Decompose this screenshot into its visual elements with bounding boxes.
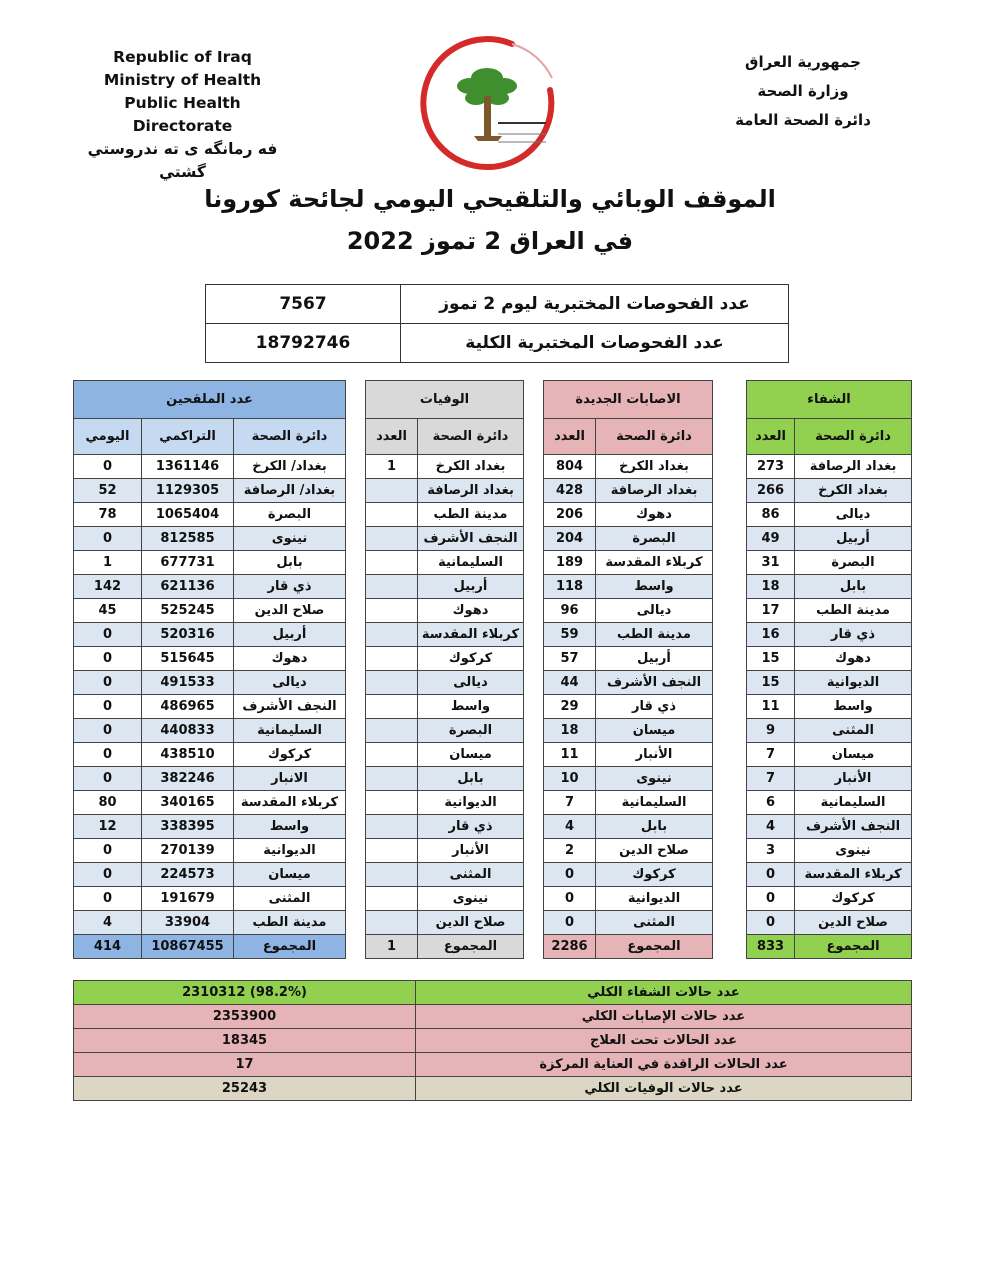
totals-label: المجموع <box>418 935 524 959</box>
vaccinated-daily: 0 <box>74 887 142 911</box>
deaths-count <box>366 719 418 743</box>
recovery-dept: بابل <box>795 575 912 599</box>
vaccinated-dept: ديالى <box>234 671 346 695</box>
summary-row <box>74 1077 912 1101</box>
sub-header-count: العدد <box>366 419 418 455</box>
vaccinated-daily: 0 <box>74 527 142 551</box>
header-english <box>80 46 285 184</box>
recovery-dept: ديالى <box>795 503 912 527</box>
recovery-count: 31 <box>747 551 795 575</box>
new-cases-dept: بغداد الرصافة <box>596 479 713 503</box>
recovery-count: 15 <box>747 671 795 695</box>
vaccinated-dept: بابل <box>234 551 346 575</box>
sub-header-dept: دائرة الصحة <box>795 419 912 455</box>
deaths-dept: البصرة <box>418 719 524 743</box>
deaths-count <box>366 863 418 887</box>
new-cases-count: 4 <box>544 815 596 839</box>
vaccinated-cumulative: 338395 <box>142 815 234 839</box>
vaccinated-daily: 52 <box>74 479 142 503</box>
new-cases-dept: دهوك <box>596 503 713 527</box>
recovery-count: 9 <box>747 719 795 743</box>
vaccinated-cumulative: 270139 <box>142 839 234 863</box>
recovery-count: 0 <box>747 887 795 911</box>
new-cases-count: 29 <box>544 695 596 719</box>
new-cases-count: 44 <box>544 671 596 695</box>
vaccinated-dept: السليمانية <box>234 719 346 743</box>
recovery-count: 15 <box>747 647 795 671</box>
vaccinated-daily: 78 <box>74 503 142 527</box>
vaccinated-cumulative: 440833 <box>142 719 234 743</box>
sub-header-dept: دائرة الصحة <box>418 419 524 455</box>
vaccinated-dept: بغداد/ الرصافة <box>234 479 346 503</box>
header-en-line: Republic of Iraq <box>113 48 252 66</box>
vaccinated-cumulative: 382246 <box>142 767 234 791</box>
table-row <box>74 719 912 743</box>
vaccinated-dept: صلاح الدين <box>234 599 346 623</box>
table-row <box>74 599 912 623</box>
deaths-count <box>366 911 418 935</box>
table-row <box>74 671 912 695</box>
deaths-dept: كركوك <box>418 647 524 671</box>
header-en-line: Public Health Directorate <box>124 94 241 135</box>
recovery-dept: صلاح الدين <box>795 911 912 935</box>
vaccinated-cumulative: 1361146 <box>142 455 234 479</box>
deaths-count <box>366 839 418 863</box>
recovery-dept: مدينة الطب <box>795 599 912 623</box>
deaths-dept: نينوى <box>418 887 524 911</box>
deaths-dept: مدينة الطب <box>418 503 524 527</box>
recovery-count: 18 <box>747 575 795 599</box>
deaths-count <box>366 647 418 671</box>
vaccinated-dept: مدينة الطب <box>234 911 346 935</box>
vaccinated-cumulative: 812585 <box>142 527 234 551</box>
sub-header-row <box>74 419 912 455</box>
deaths-dept: السليمانية <box>418 551 524 575</box>
table-row <box>74 479 912 503</box>
sub-header-cumulative: التراكمي <box>142 419 234 455</box>
deaths-dept: أربيل <box>418 575 524 599</box>
new-cases-count: 0 <box>544 911 596 935</box>
recovery-dept: الأنبار <box>795 767 912 791</box>
vaccinated-daily: 80 <box>74 791 142 815</box>
header-ar-line: دائرة الصحة العامة <box>735 111 871 129</box>
totals-row <box>74 935 912 959</box>
totals-vaccinated-cumulative: 10867455 <box>142 935 234 959</box>
new-cases-count: 7 <box>544 791 596 815</box>
new-cases-dept: نينوى <box>596 767 713 791</box>
report-subtitle: في العراق 2 تموز 2022 <box>346 227 634 255</box>
new-cases-dept: صلاح الدين <box>596 839 713 863</box>
vaccinated-daily: 0 <box>74 767 142 791</box>
table-row <box>74 911 912 935</box>
summary-value: 17 <box>74 1053 416 1077</box>
new-cases-dept: ذي قار <box>596 695 713 719</box>
vaccinated-cumulative: 491533 <box>142 671 234 695</box>
vaccinated-cumulative: 515645 <box>142 647 234 671</box>
table-row <box>74 455 912 479</box>
header-ar-line: جمهورية العراق <box>745 53 861 71</box>
recovery-dept: المثنى <box>795 719 912 743</box>
summary-value: 2353900 <box>74 1005 416 1029</box>
group-deaths: الوفيات <box>366 381 524 419</box>
totals-label: المجموع <box>596 935 713 959</box>
new-cases-count: 18 <box>544 719 596 743</box>
group-recovery: الشفاء <box>747 381 912 419</box>
vaccinated-cumulative: 525245 <box>142 599 234 623</box>
vaccinated-dept: أربيل <box>234 623 346 647</box>
recovery-dept: البصرة <box>795 551 912 575</box>
deaths-count <box>366 671 418 695</box>
deaths-dept: بابل <box>418 767 524 791</box>
vaccinated-daily: 0 <box>74 695 142 719</box>
table-row <box>74 767 912 791</box>
table-row <box>74 887 912 911</box>
recovery-count: 4 <box>747 815 795 839</box>
lab-total-value: 18792746 <box>206 324 401 363</box>
table-row <box>74 527 912 551</box>
recovery-dept: السليمانية <box>795 791 912 815</box>
recovery-count: 266 <box>747 479 795 503</box>
deaths-dept: دهوك <box>418 599 524 623</box>
recovery-dept: ميسان <box>795 743 912 767</box>
vaccinated-dept: الانبار <box>234 767 346 791</box>
vaccinated-dept: دهوك <box>234 647 346 671</box>
vaccinated-daily: 142 <box>74 575 142 599</box>
recovery-count: 17 <box>747 599 795 623</box>
new-cases-count: 2 <box>544 839 596 863</box>
table-row <box>74 863 912 887</box>
vaccinated-daily: 0 <box>74 863 142 887</box>
deaths-count <box>366 887 418 911</box>
new-cases-count: 10 <box>544 767 596 791</box>
deaths-count <box>366 695 418 719</box>
table-row <box>74 503 912 527</box>
deaths-count <box>366 551 418 575</box>
group-new-cases: الاصابات الجديدة <box>544 381 713 419</box>
lab-daily-value: 7567 <box>206 285 401 324</box>
table-row <box>74 623 912 647</box>
new-cases-count: 189 <box>544 551 596 575</box>
vaccinated-dept: كركوك <box>234 743 346 767</box>
new-cases-dept: المثنى <box>596 911 713 935</box>
new-cases-count: 804 <box>544 455 596 479</box>
recovery-count: 11 <box>747 695 795 719</box>
deaths-dept: الديوانية <box>418 791 524 815</box>
deaths-count <box>366 527 418 551</box>
vaccinated-dept: بغداد/ الكرخ <box>234 455 346 479</box>
new-cases-count: 57 <box>544 647 596 671</box>
summary-label: عدد الحالات الراقدة في العناية المركزة <box>416 1053 912 1077</box>
table-row <box>74 575 912 599</box>
deaths-dept: ميسان <box>418 743 524 767</box>
new-cases-dept: ميسان <box>596 719 713 743</box>
summary-label: عدد الحالات تحت العلاج <box>416 1029 912 1053</box>
summary-label: عدد حالات الشفاء الكلي <box>416 981 912 1005</box>
new-cases-dept: الديوانية <box>596 887 713 911</box>
vaccinated-daily: 4 <box>74 911 142 935</box>
vaccinated-dept: ميسان <box>234 863 346 887</box>
new-cases-dept: البصرة <box>596 527 713 551</box>
new-cases-dept: مدينة الطب <box>596 623 713 647</box>
deaths-dept: واسط <box>418 695 524 719</box>
header-en-line: Ministry of Health <box>103 71 262 89</box>
new-cases-count: 204 <box>544 527 596 551</box>
vaccinated-dept: الديوانية <box>234 839 346 863</box>
table-row <box>74 647 912 671</box>
ministry-logo-icon <box>412 28 572 178</box>
summary-label: عدد حالات الوفيات الكلي <box>416 1077 912 1101</box>
new-cases-count: 59 <box>544 623 596 647</box>
new-cases-count: 11 <box>544 743 596 767</box>
recovery-dept: كركوك <box>795 887 912 911</box>
report-title: الموقف الوبائي والتلقيحي اليومي لجائحة كورونا <box>204 185 776 213</box>
deaths-count <box>366 623 418 647</box>
new-cases-dept: أربيل <box>596 647 713 671</box>
sub-header-count: العدد <box>747 419 795 455</box>
recovery-dept: بغداد الكرخ <box>795 479 912 503</box>
recovery-dept: ذي قار <box>795 623 912 647</box>
recovery-count: 16 <box>747 623 795 647</box>
header-ar-line: وزارة الصحة <box>757 82 849 100</box>
sub-header-daily: اليومي <box>74 419 142 455</box>
vaccinated-daily: 0 <box>74 671 142 695</box>
vaccinated-cumulative: 520316 <box>142 623 234 647</box>
vaccinated-daily: 0 <box>74 839 142 863</box>
recovery-dept: كربلاء المقدسة <box>795 863 912 887</box>
new-cases-dept: بابل <box>596 815 713 839</box>
recovery-dept: بغداد الرصافة <box>795 455 912 479</box>
vaccinated-cumulative: 486965 <box>142 695 234 719</box>
new-cases-dept: النجف الأشرف <box>596 671 713 695</box>
lab-total-row <box>206 324 789 363</box>
lab-total-label: عدد الفحوصات المختبرية الكلية <box>401 324 789 363</box>
summary-value: 2310312 (98.2%) <box>74 981 416 1005</box>
summary-value: 18345 <box>74 1029 416 1053</box>
vaccinated-cumulative: 224573 <box>142 863 234 887</box>
deaths-dept: ديالى <box>418 671 524 695</box>
vaccinated-cumulative: 621136 <box>142 575 234 599</box>
vaccinated-dept: المثنى <box>234 887 346 911</box>
header-kurdish-line: فه رمانگه ى ته ندروستي گشتي <box>87 140 278 181</box>
vaccinated-cumulative: 1129305 <box>142 479 234 503</box>
vaccinated-dept: كربلاء المقدسة <box>234 791 346 815</box>
recovery-dept: الديوانية <box>795 671 912 695</box>
vaccinated-cumulative: 438510 <box>142 743 234 767</box>
vaccinated-cumulative: 33904 <box>142 911 234 935</box>
summary-row <box>74 981 912 1005</box>
daily-situation-table <box>73 380 912 959</box>
new-cases-dept: كربلاء المقدسة <box>596 551 713 575</box>
recovery-dept: نينوى <box>795 839 912 863</box>
summary-row <box>74 1029 912 1053</box>
group-vaccinated: عدد الملقحين <box>74 381 346 419</box>
new-cases-count: 118 <box>544 575 596 599</box>
totals-label: المجموع <box>234 935 346 959</box>
vaccinated-cumulative: 1065404 <box>142 503 234 527</box>
lab-daily-label: عدد الفحوصات المختبرية ليوم 2 تموز <box>401 285 789 324</box>
deaths-dept: صلاح الدين <box>418 911 524 935</box>
deaths-dept: بغداد الرصافة <box>418 479 524 503</box>
recovery-dept: النجف الأشرف <box>795 815 912 839</box>
vaccinated-cumulative: 340165 <box>142 791 234 815</box>
recovery-count: 86 <box>747 503 795 527</box>
new-cases-dept: بغداد الكرخ <box>596 455 713 479</box>
deaths-count <box>366 815 418 839</box>
deaths-dept: الأنبار <box>418 839 524 863</box>
totals-label: المجموع <box>795 935 912 959</box>
vaccinated-daily: 1 <box>74 551 142 575</box>
summary-table <box>73 980 912 1101</box>
vaccinated-daily: 0 <box>74 455 142 479</box>
table-row <box>74 791 912 815</box>
vaccinated-dept: النجف الأشرف <box>234 695 346 719</box>
deaths-count <box>366 743 418 767</box>
deaths-count <box>366 767 418 791</box>
totals-recovery: 833 <box>747 935 795 959</box>
sub-header-dept: دائرة الصحة <box>234 419 346 455</box>
table-row <box>74 551 912 575</box>
deaths-count <box>366 503 418 527</box>
new-cases-count: 0 <box>544 887 596 911</box>
vaccinated-daily: 45 <box>74 599 142 623</box>
sub-header-dept: دائرة الصحة <box>596 419 713 455</box>
vaccinated-daily: 0 <box>74 719 142 743</box>
table-row <box>74 695 912 719</box>
summary-row <box>74 1005 912 1029</box>
deaths-dept: ذي قار <box>418 815 524 839</box>
recovery-count: 7 <box>747 743 795 767</box>
group-header-row <box>74 381 912 419</box>
deaths-count <box>366 599 418 623</box>
recovery-count: 6 <box>747 791 795 815</box>
table-row <box>74 815 912 839</box>
deaths-dept: المثنى <box>418 863 524 887</box>
table-row <box>74 839 912 863</box>
vaccinated-daily: 0 <box>74 743 142 767</box>
vaccinated-cumulative: 677731 <box>142 551 234 575</box>
new-cases-count: 206 <box>544 503 596 527</box>
recovery-dept: واسط <box>795 695 912 719</box>
summary-row <box>74 1053 912 1077</box>
summary-value: 25243 <box>74 1077 416 1101</box>
sub-header-count: العدد <box>544 419 596 455</box>
new-cases-dept: الأنبار <box>596 743 713 767</box>
new-cases-count: 0 <box>544 863 596 887</box>
deaths-count <box>366 791 418 815</box>
recovery-dept: أربيل <box>795 527 912 551</box>
recovery-count: 273 <box>747 455 795 479</box>
new-cases-count: 428 <box>544 479 596 503</box>
vaccinated-cumulative: 191679 <box>142 887 234 911</box>
recovery-dept: دهوك <box>795 647 912 671</box>
deaths-dept: كربلاء المقدسة <box>418 623 524 647</box>
recovery-count: 49 <box>747 527 795 551</box>
recovery-count: 0 <box>747 863 795 887</box>
deaths-count: 1 <box>366 455 418 479</box>
deaths-dept: بغداد الكرخ <box>418 455 524 479</box>
totals-new-cases: 2286 <box>544 935 596 959</box>
table-row <box>74 743 912 767</box>
new-cases-dept: واسط <box>596 575 713 599</box>
deaths-dept: النجف الأشرف <box>418 527 524 551</box>
totals-deaths: 1 <box>366 935 418 959</box>
header-arabic <box>718 48 888 135</box>
summary-label: عدد حالات الإصابات الكلي <box>416 1005 912 1029</box>
vaccinated-dept: ذي قار <box>234 575 346 599</box>
lab-tests-table <box>205 284 789 363</box>
vaccinated-daily: 0 <box>74 647 142 671</box>
vaccinated-daily: 12 <box>74 815 142 839</box>
vaccinated-daily: 0 <box>74 623 142 647</box>
new-cases-count: 96 <box>544 599 596 623</box>
vaccinated-dept: البصرة <box>234 503 346 527</box>
new-cases-dept: كركوك <box>596 863 713 887</box>
recovery-count: 7 <box>747 767 795 791</box>
new-cases-dept: ديالى <box>596 599 713 623</box>
vaccinated-dept: نينوى <box>234 527 346 551</box>
new-cases-dept: السليمانية <box>596 791 713 815</box>
vaccinated-dept: واسط <box>234 815 346 839</box>
deaths-count <box>366 479 418 503</box>
recovery-count: 3 <box>747 839 795 863</box>
totals-vaccinated-daily: 414 <box>74 935 142 959</box>
recovery-count: 0 <box>747 911 795 935</box>
deaths-count <box>366 575 418 599</box>
lab-daily-row <box>206 285 789 324</box>
